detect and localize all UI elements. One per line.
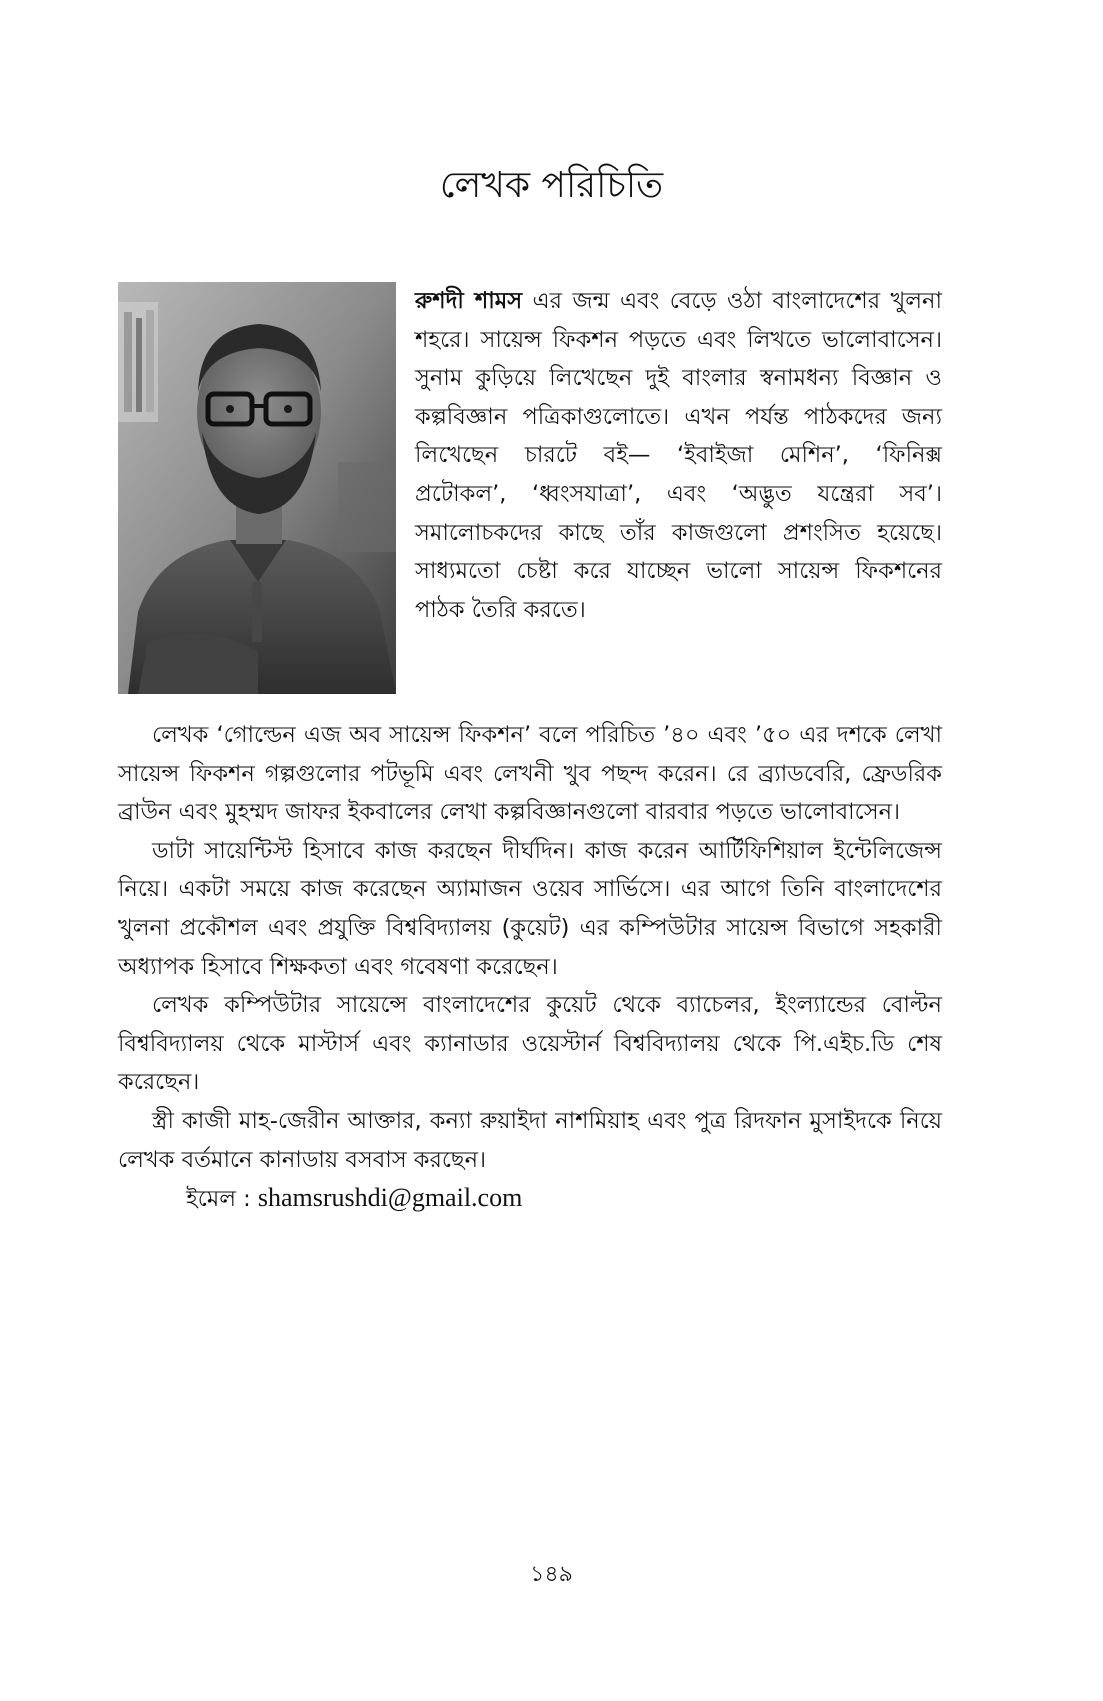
page-number: ১৪৯ xyxy=(530,1562,573,1587)
email-label: ইমেল : xyxy=(186,1186,258,1213)
author-biography xyxy=(118,716,942,1219)
bio-paragraph-1: লেখক ‘গোল্ডেন এজ অব সায়েন্স ফিকশন’ বলে পরিচিত ’৪০ এবং ’৫০ এর দশকে লেখা সায়েন্স ফিকশন গল্পগুলোর পটভূমি এবং লেখনী খুব পছন্দ করেন। রে ব্র্যাডবেরি, ফ্রেডরিক ব্রাউন এবং মুহম্মদ জাফর ইকবালের লেখা কল্পবিজ্ঞানগুলো বারবার পড়তে ভালোবাসেন। xyxy=(118,722,942,826)
author-photo xyxy=(118,282,396,694)
bio-paragraph-4: স্ত্রী কাজী মাহ-জেরীন আক্তার, কন্যা রুয়াইদা নাশমিয়াহ এবং পুত্র রিদফান মুসাইদকে নিয়ে লেখক বর্তমানে কানাডায় বসবাস করছেন। xyxy=(118,1107,942,1173)
email-line xyxy=(118,1179,942,1219)
email-address: shamsrushdi@gmail.com xyxy=(257,1183,523,1213)
author-intro xyxy=(415,282,942,629)
author-name: রুশদী শামস xyxy=(415,288,523,314)
bio-paragraph-2: ডাটা সায়েন্টিস্ট হিসাবে কাজ করছেন দীর্ঘদিন। কাজ করেন আর্টিফিশিয়াল ইন্টেলিজেন্স নিয়ে। একটা সময়ে কাজ করেছেন অ্যামাজন ওয়েব সার্ভিসে। এর আগে তিনি বাংলাদেশের খুলনা প্রকৌশল এবং প্রযুক্তি বিশ্ববিদ্যালয় (কুয়েট) এর কম্পিউটার সায়েন্স বিভাগে সহকারী অধ্যাপক হিসাবে শিক্ষকতা এবং গবেষণা করেছেন। xyxy=(118,837,942,980)
page-title: লেখক পরিচিতি xyxy=(439,165,664,206)
author-intro-text: এর জন্ম এবং বেড়ে ওঠা বাংলাদেশের খুলনা শহরে। সায়েন্স ফিকশন পড়তে এবং লিখতে ভালোবাসেন। সুনাম কুড়িয়ে লিখেছেন দুই বাংলার স্বনামধন্য বিজ্ঞান ও কল্পবিজ্ঞান পত্রিকাগুলোতে। এখন পর্যন্ত পাঠকদের জন্য লিখেছেন চারটে বই— ‘ইবাইজা মেশিন’, ‘ফিনিক্স প্রটোকল’, ‘ধ্বংসযাত্রা’, এবং ‘অদ্ভুত যন্ত্রেরা সব’। সমালোচকদের কাছে তাঁর কাজগুলো প্রশংসিত হয়েছে। সাধ্যমতো চেষ্টা করে যাচ্ছেন ভালো সায়েন্স ফিকশনের পাঠক তৈরি করতে। xyxy=(415,288,942,623)
bio-paragraph-3: লেখক কম্পিউটার সায়েন্সে বাংলাদেশের কুয়েট থেকে ব্যাচেলর, ইংল্যান্ডের বোল্টন বিশ্ববিদ্যালয় থেকে মাস্টার্স এবং ক্যানাডার ওয়েস্টার্ন বিশ্ববিদ্যালয় থেকে পি.এইচ.ডি শেষ করেছেন। xyxy=(118,992,942,1096)
